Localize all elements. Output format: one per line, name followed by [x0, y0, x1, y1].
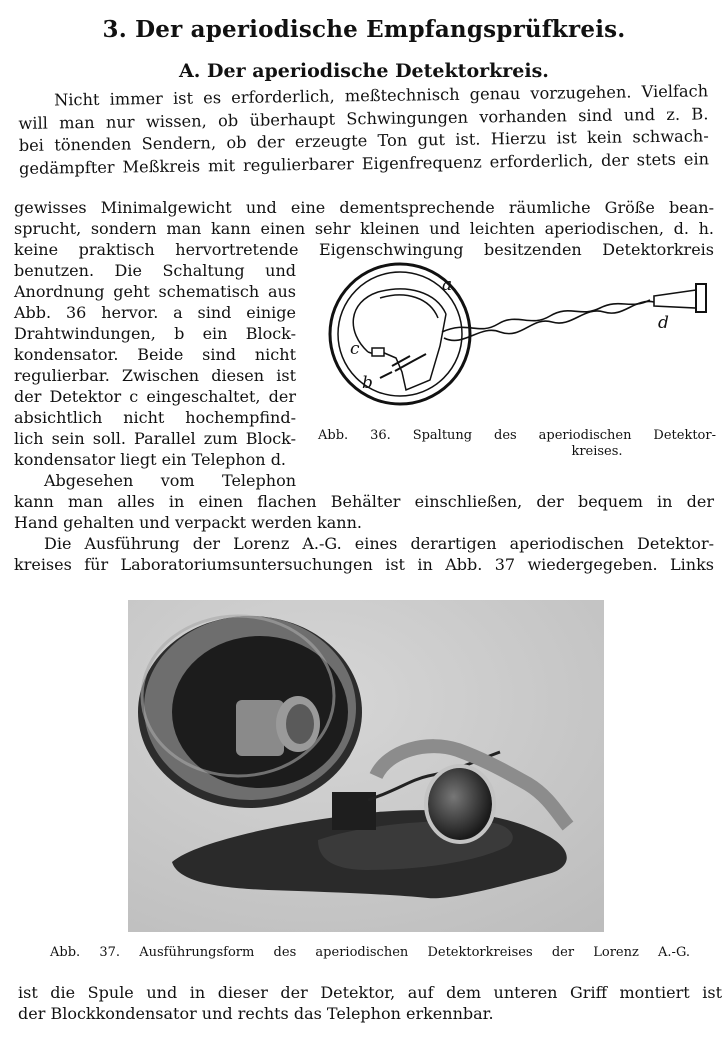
text-line: Hand gehalten und verpackt werden kann. [14, 513, 362, 532]
twisted-lead-2 [444, 301, 654, 340]
text-line: kann man alles in einen flachen Behälter einschließen, der bequem in der [14, 492, 714, 511]
text-line: kondensator. Beide sind nicht [14, 345, 296, 364]
text-line: sprucht, sondern man kann einen sehr kleinen und leichten aperiodischen, d. h. [14, 219, 714, 238]
caption-line: kreises. [571, 444, 623, 459]
paragraph-3 [14, 470, 714, 575]
telephon-earpiece [696, 284, 706, 312]
text-line: der Detektor c eingeschaltet, der [14, 387, 296, 406]
paragraph-4 [18, 982, 722, 1024]
text-line: Nicht immer ist es erforderlich, meßtechnisch genau vorzugehen. Vielfach [54, 81, 709, 110]
text-line: Abgesehen vom Telephon [44, 471, 296, 490]
figure-37-photo [128, 600, 604, 932]
label-a: a [442, 275, 453, 295]
text-line: keine praktisch hervortretende Eigenschwingung besitzenden Detektorkreis [14, 240, 714, 259]
subsection-title: A. Der aperiodische Detektorkreis. [179, 60, 549, 82]
detector-cap-face [286, 704, 314, 744]
twisted-lead-1 [442, 300, 650, 332]
text-line: gewisses Minimalgewicht und eine dementsprechende räumliche Größe bean- [14, 198, 714, 217]
caption-line: Abb. 36. Spaltung des aperiodischen Detektor- [318, 428, 716, 443]
detector-c [372, 348, 384, 356]
text-line: lich sein soll. Parallel zum Block- [14, 429, 296, 448]
text-line: will man nur wissen, ob überhaupt Schwingungen vorhanden sind und z. B. [18, 103, 709, 133]
capacitor-block [332, 792, 376, 830]
paragraph-2 [14, 197, 714, 260]
label-d: d [658, 313, 669, 333]
text-line: regulierbar. Zwischen diesen ist [14, 366, 296, 385]
text-line: Die Ausführung der Lorenz A.-G. eines derartigen aperiodischen Detektor- [44, 534, 714, 553]
telephon-earpiece [428, 768, 492, 840]
label-c: c [350, 339, 360, 359]
figure-36-caption [318, 428, 716, 460]
text-line: absichtlich nicht hochempfind- [14, 408, 296, 427]
column-text [14, 260, 296, 470]
telephon-d [654, 290, 696, 308]
text-line: benutzen. Die Schaltung und [14, 261, 296, 280]
winding-loop [353, 289, 446, 352]
text-line: ist die Spule und in dieser der Detektor, auf dem unteren Griff montiert ist [18, 983, 722, 1002]
figure-37-caption: Abb. 37. Ausführungsform des aperiodischen Detektorkreises der Lorenz A.-G. [50, 945, 690, 960]
text-line: Drahtwindungen, b ein Block- [14, 324, 296, 343]
section-title: 3. Der aperiodische Empfangsprüfkreis. [102, 16, 626, 43]
text-line: kreises für Laboratoriumsuntersuchungen ist in Abb. 37 wiedergegeben. Links [14, 555, 714, 574]
text-line: der Blockkondensator und rechts das Telephon erkennbar. [18, 1004, 494, 1023]
paragraph-1 [18, 80, 709, 180]
figure-36-schematic [318, 262, 716, 422]
text-line: Anordnung geht schematisch aus [14, 282, 296, 301]
text-line: bei tönenden Sendern, ob der erzeugte Ton gut ist. Hierzu ist kein schwach- [18, 126, 709, 155]
text-line: kondensator liegt ein Telephon d. [14, 450, 287, 469]
text-line: gedämpfter Meßkreis mit regulierbarer Eigenfrequenz erforderlich, der stets ein [18, 148, 710, 178]
label-b: b [362, 373, 373, 393]
text-line: Abb. 36 hervor. a sind einige [14, 303, 296, 322]
